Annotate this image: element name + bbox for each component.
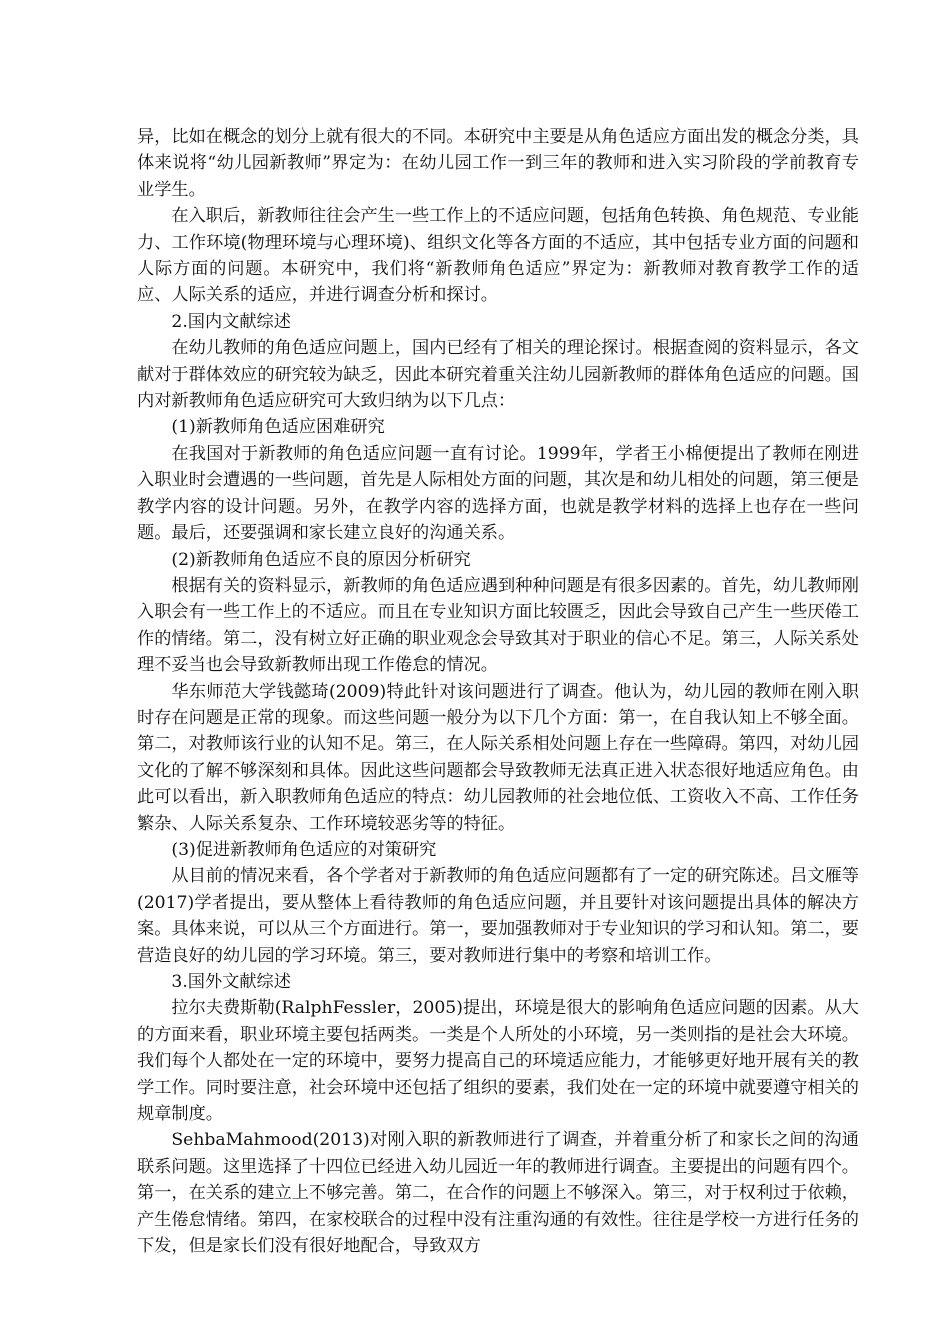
paragraph-difficulty-research: 在我国对于新教师的角色适应问题一直有讨论。1999年，学者王小棉便提出了教师在刚进入职业时会遭遇的一些问题，首先是人际相处方面的问题，其次是和幼儿相处的问题，第三便是教学内容的设计问题。另外，在教学内容的选择方面，也就是教学材料的选择上也存在一些问题。最后，还要强调和家长建立良好的沟通关系。 bbox=[137, 443, 859, 544]
paragraph-domestic-overview: 在幼儿教师的角色适应问题上，国内已经有了相关的理论探讨。根据查阅的资料显示，各文献对于群体效应的研究较为缺乏，因此本研究着重关注幼儿园新教师的群体角色适应的问题。国内对新教师角色适应研究可大致归纳为以下几点： bbox=[137, 338, 859, 412]
paragraph-countermeasure-research: 从目前的情况来看，各个学者对于新教师的角色适应问题都有了一定的研究陈述。吕文雁等(2017)学者提出，要从整体上看待教师的角色适应问题，并且要针对该问题提出具体的解决方案。具体来说，可以从三个方面进行。第一，要加强教师对于专业知识的学习和认知。第二，要营造良好的幼儿园的学习环境。第三，要对教师进行集中的考察和培训工作。 bbox=[137, 866, 859, 966]
heading-domestic-literature: 2.国内文献综述 bbox=[171, 311, 291, 332]
subheading-difficulty-research: (1)新教师角色适应困难研究 bbox=[171, 417, 385, 438]
subheading-cause-analysis: (2)新教师角色适应不良的原因分析研究 bbox=[171, 549, 471, 570]
paragraph-fessler-study: 拉尔夫费斯勒(RalphFessler，2005)提出，环境是很大的影响角色适应问题的因素。从大的方面来看，职业环境主要包括两类。一类是个人所处的小环境，另一类则指的是社会大环境。我们每个人都处在一定的环境中，要努力提高自己的环境适应能力，才能够更好地开展有关的教学工作。同时要注意，社会环境中还包括了组织的要素，我们处在一定的环境中就要遵守相关的规章制度。 bbox=[137, 998, 859, 1125]
heading-foreign-literature: 3.国外文献综述 bbox=[171, 972, 291, 992]
paragraph-qian-yiqi-study: 华东师范大学钱懿琦(2009)特此针对该问题进行了调查。他认为，幼儿园的教师在刚入职时存在问题是正常的现象。而这些问题一般分为以下几个方面：第一，在自我认知上不够全面。第二，对教师该行业的认知不足。第三，在人际关系相处问题上存在一些障碍。第四，对幼儿园文化的了解不够深刻和具体。因此这些问题都会导致教师无法真正进入状态很好地适应角色。由此可以看出，新入职教师角色适应的特点：幼儿园教师的社会地位低、工资收入不高、工作任务繁杂、人际关系复杂、工作环境较恶劣等的特征。 bbox=[137, 681, 859, 834]
paragraph-role-adaptation-definition: 在入职后，新教师往往会产生一些工作上的不适应问题，包括角色转换、角色规范、专业能力、工作环境(物理环境与心理环境)、组织文化等各方面的不适应，其中包括专业方面的问题和人际方面的问题。本研究中，我们将“新教师角色适应”界定为：新教师对教育教学工作的适应、人际关系的适应，并进行调查分析和探讨。 bbox=[137, 206, 859, 306]
paragraph-mahmood-study: SehbaMahmood(2013)对刚入职的新教师进行了调查，并着重分析了和家长之间的沟通联系问题。这里选择了十四位已经进入幼儿园近一年的教师进行调查。主要提出的问题有四个。第一，在关系的建立上不够完善。第二，在合作的问题上不够深入。第三，对于权利过于依赖，产生倦怠情绪。第四，在家校联合的过程中没有注重沟通的有效性。往往是学校一方进行任务的下发，但是家长们没有很好地配合，导致双方 bbox=[137, 1130, 859, 1257]
paragraph-definition-continued: 异，比如在概念的划分上就有很大的不同。本研究中主要是从角色适应方面出发的概念分类，具体来说将“幼儿园新教师”界定为：在幼儿园工作一到三年的教师和进入实习阶段的学前教育专业学生。 bbox=[137, 127, 859, 200]
document-body bbox=[137, 124, 859, 1259]
paragraph-cause-analysis: 根据有关的资料显示，新教师的角色适应遇到种种问题是有很多因素的。首先，幼儿教师刚入职会有一些工作上的不适应。而且在专业知识方面比较匮乏，因此会导致自己产生一些厌倦工作的情绪。第二，没有树立好正确的职业观念会导致其对于职业的信心不足。第三，人际关系处理不妥当也会导致新教师出现工作倦怠的情况。 bbox=[137, 575, 859, 676]
subheading-countermeasure-research: (3)促进新教师角色适应的对策研究 bbox=[171, 839, 437, 860]
